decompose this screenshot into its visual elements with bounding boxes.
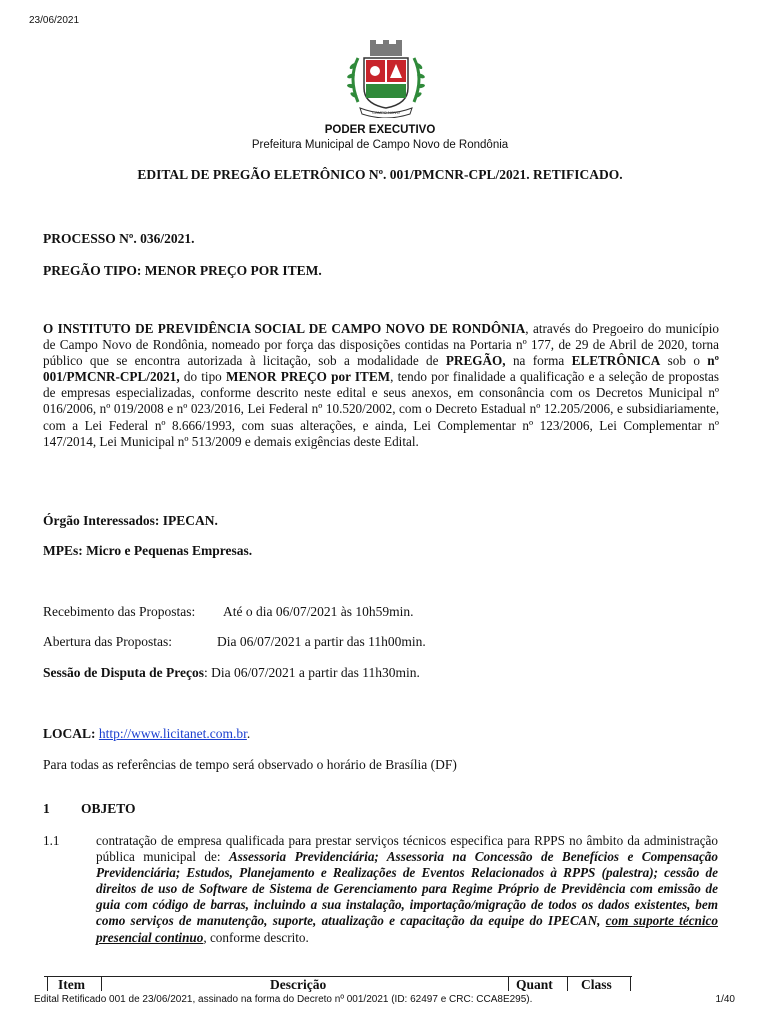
instituto-name: O INSTITUTO DE PREVIDÊNCIA SOCIAL DE CAMPO NOVO DE RONDÔNIA [43,321,526,336]
abertura-propostas: Abertura das Propostas: Dia 06/07/2021 a partir das 11h00min. [43,634,426,649]
licitanet-link[interactable]: http://www.licitanet.com.br [98,726,247,741]
sessao-disputa: Sessão de Disputa de Preços: Dia 06/07/2021 a partir das 11h30min. [43,665,420,680]
recebimento-propostas: Recebimento das Propostas: Até o dia 06/07/2021 às 10h59min. [43,604,414,619]
orgao-interessado: Órgão Interessados: IPECAN. [43,513,218,528]
col-quant: Quant [516,977,553,992]
org-prefeitura-line: Prefeitura Municipal de Campo Novo de Rondônia [251,139,509,151]
print-date: 23/06/2021 [29,15,80,26]
col-item: Item [58,977,85,992]
col-descricao: Descrição [270,977,327,992]
municipal-crest-logo [344,38,428,118]
org-executive-line: PODER EXECUTIVO [324,124,436,136]
subsection-number: 1.1 [43,833,60,848]
objeto-description: contratação de empresa qualificada para prestar serviços técnicos especifica para RPPS no âmbito da administração pública municipal de: Assessoria Previdenciária; Assessoria na Concessão de Benefícios e Compensação Previdenciária; Estudos, Planejamento e Realizações de Eventos Relacionados à RPPS (palestra); cessão de direitos de uso de Software de Sistema de Gerenciamento para Regime Próprio de Previdência com emissão de guia com código de barras, incluindo a sua instalação, importação/migração de todos os dados existentes, bem como serviços de manutenção, suporte, atualização e capacitação da equipe do IPECAN, com suporte técnico presencial continuo, conforme descrito. [96,833,719,945]
intro-paragraph: O INSTITUTO DE PREVIDÊNCIA SOCIAL DE CAMPO NOVO DE RONDÔNIA, através do Pregoeiro do município de Campo Novo de Rondônia, nomeado por força das disposições contidas na Portaria nº 177, de 29 de Abril de 2020, torna público que se encontra autorizada à licitação, sob a modalidade de PREGÃO, na forma ELETRÔNICA sob o nº 001/PMCNR-CPL/2021, do tipo MENOR PREÇO por ITEM, tendo por finalidade a qualificação e a seleção de propostas de empresas especializadas, conforme descrito neste edital e seus anexos, em consonância com os Decretos Municipal nº 016/2006, nº 019/2008 e nº 023/2016, Lei Federal nº 10.520/2002, com o Decreto Estadual nº 12.205/2006, e subsidiariamente, com a Lei Federal nº 8.666/1993, com suas alterações, e ainda, Lei Complementar nº 123/2006, Lei Complementar nº 147/2014, Lei Municipal nº 513/2009 e demais exigências deste Edital. [43,321,720,449]
footer-signature: Edital Retificado 001 de 23/06/2021, assinado na forma do Decreto nº 001/2021 (ID: 62497 e CRC: CCA8E295). [34,994,533,1005]
processo-number: PROCESSO Nº. 036/2021. [43,231,195,246]
section-title: OBJETO [81,801,136,816]
col-class: Class [581,977,612,992]
page-number: 1/40 [715,994,735,1005]
svg-text:CAMPO NOVO: CAMPO NOVO [372,110,400,115]
referencias-tempo: Para todas as referências de tempo será observado o horário de Brasília (DF) [43,757,457,772]
items-table-header [44,976,632,991]
document-title: EDITAL DE PREGÃO ELETRÔNICO Nº. 001/PMCNR-CPL/2021. RETIFICADO. [137,167,623,182]
pregao-tipo: PREGÃO TIPO: MENOR PREÇO POR ITEM. [43,263,322,278]
mpes-line: MPEs: Micro e Pequenas Empresas. [43,543,253,558]
local-line: LOCAL: http://www.licitanet.com.br. [43,726,251,741]
section-number: 1 [43,801,50,816]
